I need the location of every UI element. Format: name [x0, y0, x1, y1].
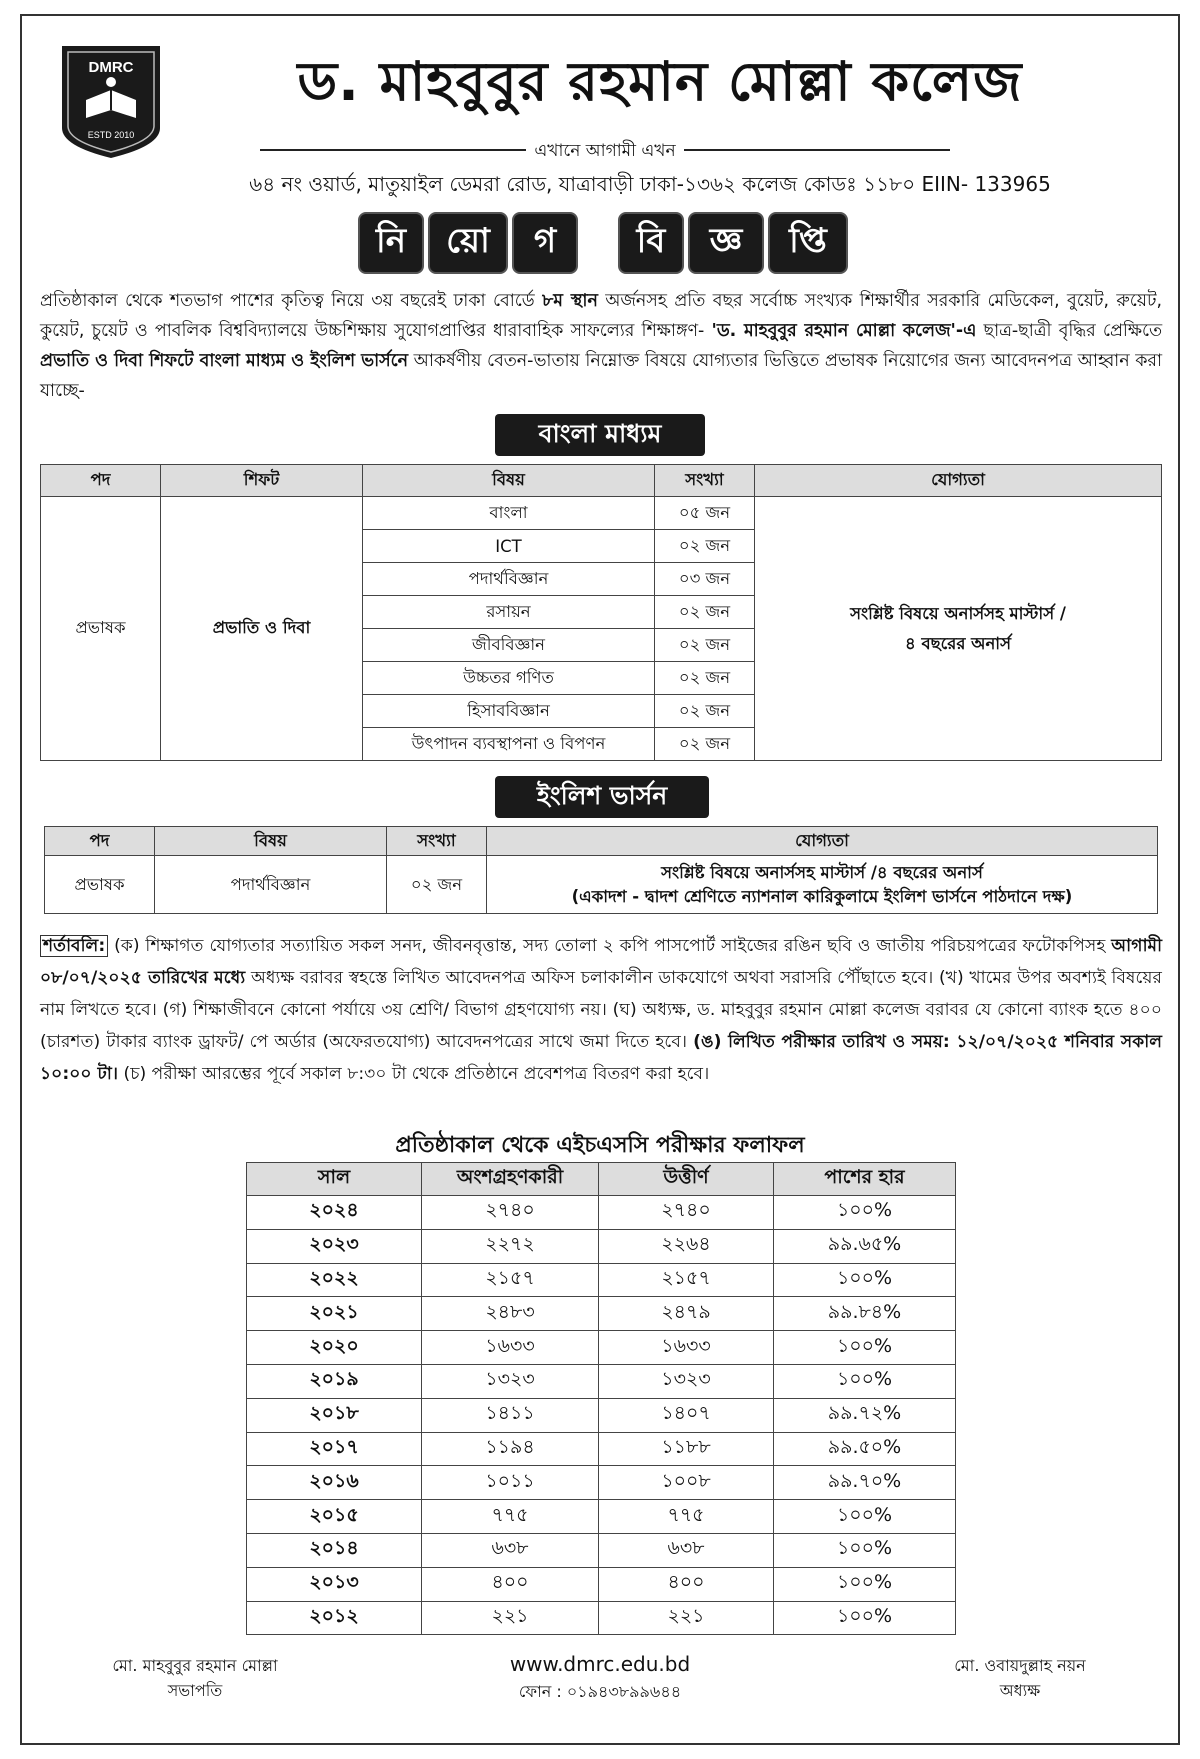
table-row [247, 1229, 956, 1263]
header-count: সংখ্যা [655, 465, 755, 497]
pass-rate-cell: ১০০% [774, 1500, 956, 1534]
passed-cell: ১৬৩৩ [599, 1331, 774, 1365]
table-row [247, 1196, 956, 1230]
year-cell: ২০২১ [247, 1297, 422, 1331]
pass-rate-cell: ১০০% [774, 1601, 956, 1635]
bangla-medium-table [40, 464, 1162, 761]
hsc-results-table [246, 1162, 956, 1635]
participants-cell: ২৪৮৩ [422, 1297, 599, 1331]
passed-cell: ২৭৪০ [599, 1196, 774, 1230]
participants-cell: ৬৩৮ [422, 1533, 599, 1567]
table-row [247, 1533, 956, 1567]
year-cell: ২০২৩ [247, 1229, 422, 1263]
participants-cell: ১৩২৩ [422, 1364, 599, 1398]
table-row [247, 1398, 956, 1432]
participants-cell: ২৭৪০ [422, 1196, 599, 1230]
count-cell: ০২ জন [655, 530, 755, 563]
participants-cell: ১৬৩৩ [422, 1331, 599, 1365]
title-tile: য়ো [428, 212, 508, 274]
header-count: সংখ্যা [387, 827, 487, 856]
year-cell: ২০১৫ [247, 1500, 422, 1534]
passed-cell: ১১৮৮ [599, 1432, 774, 1466]
table-row [41, 497, 1162, 530]
qualification-cell: সংশ্লিষ্ট বিষয়ে অনার্সসহ মাস্টার্স /৪ বছরের অনার্স (একাদশ - দ্বাদশ শ্রেণিতে ন্যাশনাল কারিকুলামে ইংলিশ ভার্সনে পাঠদানে দক্ষ) [487, 856, 1158, 914]
count-cell: ০৩ জন [655, 563, 755, 596]
passed-cell: ২৪৭৯ [599, 1297, 774, 1331]
header-year: সাল [247, 1163, 422, 1196]
pass-rate-cell: ৯৯.৮৪% [774, 1297, 956, 1331]
pass-rate-cell: ১০০% [774, 1331, 956, 1365]
passed-cell: ১৪০৭ [599, 1398, 774, 1432]
participants-cell: ২২৭২ [422, 1229, 599, 1263]
table-header-row [45, 827, 1158, 856]
table-row [247, 1500, 956, 1534]
count-cell: ০২ জন [655, 596, 755, 629]
table-row [247, 1331, 956, 1365]
table-row [247, 1364, 956, 1398]
header-post: পদ [45, 827, 155, 856]
subject-cell: রসায়ন [363, 596, 655, 629]
english-version-table [44, 826, 1158, 914]
logo-text-bottom: ESTD 2010 [87, 130, 135, 140]
header-pass-rate: পাশের হার [774, 1163, 956, 1196]
subject-cell: পদার্থবিজ্ঞান [363, 563, 655, 596]
header-participants: অংশগ্রহণকারী [422, 1163, 599, 1196]
year-cell: ২০১৭ [247, 1432, 422, 1466]
header-qualification: যোগ্যতা [487, 827, 1158, 856]
count-cell: ০২ জন [655, 695, 755, 728]
count-cell: ০২ জন [655, 728, 755, 761]
passed-cell: ৬৩৮ [599, 1533, 774, 1567]
chairman-title: সভাপতি [167, 1681, 223, 1700]
college-logo-icon [58, 42, 164, 160]
pass-rate-cell: ৯৯.৭০% [774, 1466, 956, 1500]
header-shift: শিফট [161, 465, 363, 497]
year-cell: ২০২০ [247, 1331, 422, 1365]
conditions-paragraph: শর্তাবলি: (ক) শিক্ষাগত যোগ্যতার সত্যায়িত সকল সনদ, জীবনবৃত্তান্ত, সদ্য তোলা ২ কপি পাসপোর্ট সাইজের রঙিন ছবি ও জাতীয় পরিচয়পত্রের ফটোকপিসহ আগামী ০৮/০৭/২০২৫ তারিখের মধ্যে অধ্যক্ষ বরাবর স্বহস্তে লিখিত আবেদনপত্র অফিস চলাকালীন ডাকযোগে অথবা সরাসরি পৌঁছাতে হবে। (খ) খামের উপর অবশ্যই বিষয়ের নাম লিখতে হবে। (গ) শিক্ষাজীবনে কোনো পর্যায়ে ৩য় শ্রেণি/ বিভাগ গ্রহণযোগ্য নয়। (ঘ) অধ্যক্ষ, ড. মাহবুবুর রহমান মোল্লা কলেজ বরাবর যে কোনো ব্যাংক হতে ৪০০ (চারশত) টাকার ব্যাংক ড্রাফট/ পে অর্ডার (অফেরতযোগ্য) আবেদনপত্রের সাথে জমা দিতে হবে। (ঙ) লিখিত পরীক্ষার তারিখ ও সময়: ১২/০৭/২০২৫ শনিবার সকাল ১০:০০ টা। (চ) পরীক্ষা আরম্ভের পূর্বে সকাল ৮:৩০ টা থেকে প্রতিষ্ঠানে প্রবেশপত্র বিতরণ করা হবে। [40, 936, 1163, 1084]
tagline: এখানে আগামী এখন [260, 138, 950, 166]
college-address: ৬৪ নং ওয়ার্ড, মাতুয়াইল ডেমরা রোড, যাত্রাবাড়ী ঢাকা-১৩৬২ কলেজ কোডঃ ১১৮০ EIIN- 133965 [249, 172, 1051, 196]
participants-cell: ১৪১১ [422, 1398, 599, 1432]
shift-cell: প্রভাতি ও দিবা [161, 497, 363, 761]
pass-rate-cell: ১০০% [774, 1364, 956, 1398]
subject-cell: উৎপাদন ব্যবস্থাপনা ও বিপণন [363, 728, 655, 761]
participants-cell: ১০১১ [422, 1466, 599, 1500]
pass-rate-cell: ১০০% [774, 1263, 956, 1297]
year-cell: ২০১২ [247, 1601, 422, 1635]
year-cell: ২০১৬ [247, 1466, 422, 1500]
year-cell: ২০১৮ [247, 1398, 422, 1432]
header-subject: বিষয় [363, 465, 655, 497]
table-row [247, 1466, 956, 1500]
participants-cell: ২১৫৭ [422, 1263, 599, 1297]
table-header-row [41, 465, 1162, 497]
passed-cell: ৭৭৫ [599, 1500, 774, 1534]
year-cell: ২০১৩ [247, 1567, 422, 1601]
count-cell: ০২ জন [655, 629, 755, 662]
phone-number: ফোন : ০১৯৪৩৮৯৯৬৪৪ [518, 1682, 682, 1701]
table-row [45, 856, 1158, 914]
header-subject: বিষয় [155, 827, 387, 856]
subject-cell: পদার্থবিজ্ঞান [155, 856, 387, 914]
pass-rate-cell: ১০০% [774, 1196, 956, 1230]
subject-cell: উচ্চতর গণিত [363, 662, 655, 695]
title-tile: গ [512, 212, 578, 274]
count-cell: ০৫ জন [655, 497, 755, 530]
deadline-text: আগামী ০৮/০৭/২০২৫ তারিখের মধ্যে [40, 936, 1163, 988]
title-tile: নি [358, 212, 424, 274]
table-row [247, 1263, 956, 1297]
passed-cell: ২২১ [599, 1601, 774, 1635]
header-passed: উত্তীর্ণ [599, 1163, 774, 1196]
principal-title: অধ্যক্ষ [999, 1681, 1041, 1700]
intro-paragraph: প্রতিষ্ঠাকাল থেকে শতভাগ পাশের কৃতিত্ব নিয়ে ৩য় বছরেই ঢাকা বোর্ডে ৮ম স্থান অর্জনসহ প্রতি বছর সর্বোচ্চ সংখ্যক শিক্ষার্থীর সরকারি মেডিকেল, বুয়েট, রুয়েট, কুয়েট, চুয়েট ও পাবলিক বিশ্ববিদ্যালয়ে উচ্চশিক্ষায় সুযোগপ্রাপ্তির ধারাবাহিক সাফল্যের শিক্ষাঙ্গণ- 'ড. মাহবুবুর রহমান মোল্লা কলেজ'-এ ছাত্র-ছাত্রী বৃদ্ধির প্রেক্ষিতে প্রভাতি ও দিবা শিফটে বাংলা মাধ্যম ও ইংলিশ ভার্সনে আকর্ষণীয় বেতন-ভাতায় নিম্নোক্ত বিষয়ে যোগ্যতার ভিত্তিতে প্রভাষক নিয়োগের জন্য আবেদনপত্র আহ্বান করা যাচ্ছে- [40, 291, 1163, 401]
participants-cell: ৭৭৫ [422, 1500, 599, 1534]
qualification-cell: সংশ্লিষ্ট বিষয়ে অনার্সসহ মাস্টার্স / ৪ বছরের অনার্স [755, 497, 1162, 761]
passed-cell: ১০০৮ [599, 1466, 774, 1500]
count-cell: ০২ জন [655, 662, 755, 695]
title-tile: জ্ঞ [688, 212, 764, 274]
pass-rate-cell: ১০০% [774, 1567, 956, 1601]
participants-cell: ৪০০ [422, 1567, 599, 1601]
year-cell: ২০১৯ [247, 1364, 422, 1398]
english-version-label: ইংলিশ ভার্সন [495, 776, 709, 818]
subject-cell: জীববিজ্ঞান [363, 629, 655, 662]
results-title: প্রতিষ্ঠাকাল থেকে এইচএসসি পরীক্ষার ফলাফল [395, 1133, 805, 1158]
table-header-row [247, 1163, 956, 1196]
pass-rate-cell: ৯৯.৬৫% [774, 1229, 956, 1263]
participants-cell: ২২১ [422, 1601, 599, 1635]
table-row [247, 1432, 956, 1466]
exam-schedule-text: (ঙ) লিখিত পরীক্ষার তারিখ ও সময়: ১২/০৭/২০২৫ শনিবার সকাল ১০:০০ টা। [40, 1032, 1163, 1084]
table-row [247, 1601, 956, 1635]
table-row [247, 1297, 956, 1331]
website-link[interactable]: www.dmrc.edu.bd [509, 1652, 691, 1676]
subject-cell: হিসাববিজ্ঞান [363, 695, 655, 728]
pass-rate-cell: ১০০% [774, 1533, 956, 1567]
subject-cell: বাংলা [363, 497, 655, 530]
chairman-name: মো. মাহবুবুর রহমান মোল্লা [112, 1656, 278, 1675]
passed-cell: ২২৬৪ [599, 1229, 774, 1263]
post-cell: প্রভাষক [41, 497, 161, 761]
bangla-medium-label: বাংলা মাধ্যম [495, 414, 705, 456]
post-cell: প্রভাষক [45, 856, 155, 914]
year-cell: ২০১৪ [247, 1533, 422, 1567]
passed-cell: ১৩২৩ [599, 1364, 774, 1398]
notice-title [358, 212, 848, 276]
tagline-row [260, 138, 950, 162]
passed-cell: ২১৫৭ [599, 1263, 774, 1297]
header-post: পদ [41, 465, 161, 497]
title-tile: বি [618, 212, 684, 274]
subject-cell: ICT [363, 530, 655, 563]
title-tile: প্তি [768, 212, 848, 274]
year-cell: ২০২২ [247, 1263, 422, 1297]
participants-cell: ১১৯৪ [422, 1432, 599, 1466]
year-cell: ২০২৪ [247, 1196, 422, 1230]
logo-text-top: DMRC [88, 59, 134, 76]
pass-rate-cell: ৯৯.৭২% [774, 1398, 956, 1432]
passed-cell: ৪০০ [599, 1567, 774, 1601]
table-row [247, 1567, 956, 1601]
conditions-label: শর্তাবলি: [40, 935, 108, 957]
pass-rate-cell: ৯৯.৫০% [774, 1432, 956, 1466]
header-qualification: যোগ্যতা [755, 465, 1162, 497]
principal-name: মো. ওবায়দুল্লাহ নয়ন [954, 1656, 1086, 1675]
college-name: ড. মাহবুবুর রহমান মোল্লা কলেজ [297, 50, 1023, 113]
count-cell: ০২ জন [387, 856, 487, 914]
